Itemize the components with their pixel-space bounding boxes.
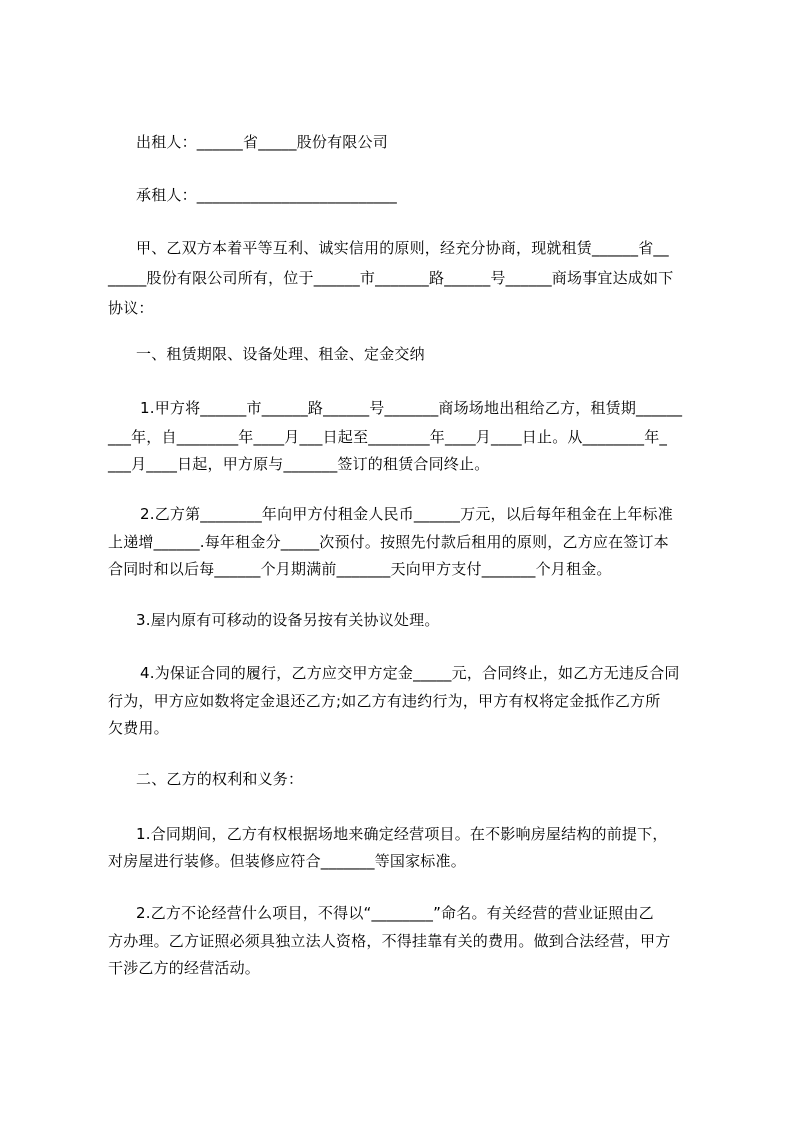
preamble-line-2: _____股份有限公司所有，位于______市_______路______号______商场事宜达成如下 [108, 269, 674, 287]
s2-clause-1-line-2: 对房屋进行装修。但装修应符合_______等国家标准。 [108, 852, 466, 870]
s1-clause-4-line-3: 欠费用。 [108, 719, 169, 737]
s1-clause-1-line-2: ___年，自________年____月___日起至________年____月____日止。从________年_ [108, 428, 668, 446]
lessee-line: 承租人：__________________________ [136, 186, 398, 204]
s1-clause-2-line-1: 2.乙方第________年向甲方付租金人民币______万元，以后每年租金在上年标准 [140, 505, 673, 523]
preamble-line-3: 协议： [108, 299, 154, 317]
s2-clause-2-line-3: 干涉乙方的经营活动。 [108, 959, 261, 977]
s1-clause-1-line-1: 1.甲方将______市______路______号_______商场场地出租给乙方，租赁期______ [140, 399, 683, 417]
s1-clause-2-line-3: 合同时和以后每______个月期满前_______天向甲方支付_______个月租金。 [108, 560, 612, 578]
s2-clause-1-line-1: 1.合同期间，乙方有权根据场地来确定经营项目。在不影响房屋结构的前提下， [136, 825, 668, 843]
s1-clause-2-line-2: 上递增______.每年租金分_____次预付。按照先付款后租用的原则，乙方应在签订本 [108, 533, 669, 551]
s1-clause-1-line-3: ___月____日起，甲方原与_______签订的租赁合同终止。 [108, 455, 490, 473]
preamble-line-1: 甲、乙双方本着平等互利、诚实信用的原则，经充分协商，现就租赁______省__ [136, 239, 669, 257]
lessor-line: 出租人：______省_____股份有限公司 [136, 133, 388, 151]
section-2-heading: 二、乙方的权利和义务： [136, 770, 304, 788]
s1-clause-4-line-1: 4.为保证合同的履行，乙方应交甲方定金_____元，合同终止，如乙方无违反合同 [140, 664, 680, 682]
s1-clause-3-line-1: 3.屋内原有可移动的设备另按有关协议处理。 [136, 611, 440, 629]
s1-clause-4-line-2: 行为，甲方应如数将定金退还乙方;如乙方有违约行为，甲方有权将定金抵作乙方所 [108, 692, 661, 710]
section-1-heading: 一、租赁期限、设备处理、租金、定金交纳 [136, 345, 425, 363]
s2-clause-2-line-2: 方办理。乙方证照必须具独立法人资格，不得挂靠有关的费用。做到合法经营，甲方 [108, 932, 671, 950]
s2-clause-2-line-1: 2.乙方不论经营什么项目，不得以“________”命名。有关经营的营业证照由乙 [136, 904, 654, 922]
